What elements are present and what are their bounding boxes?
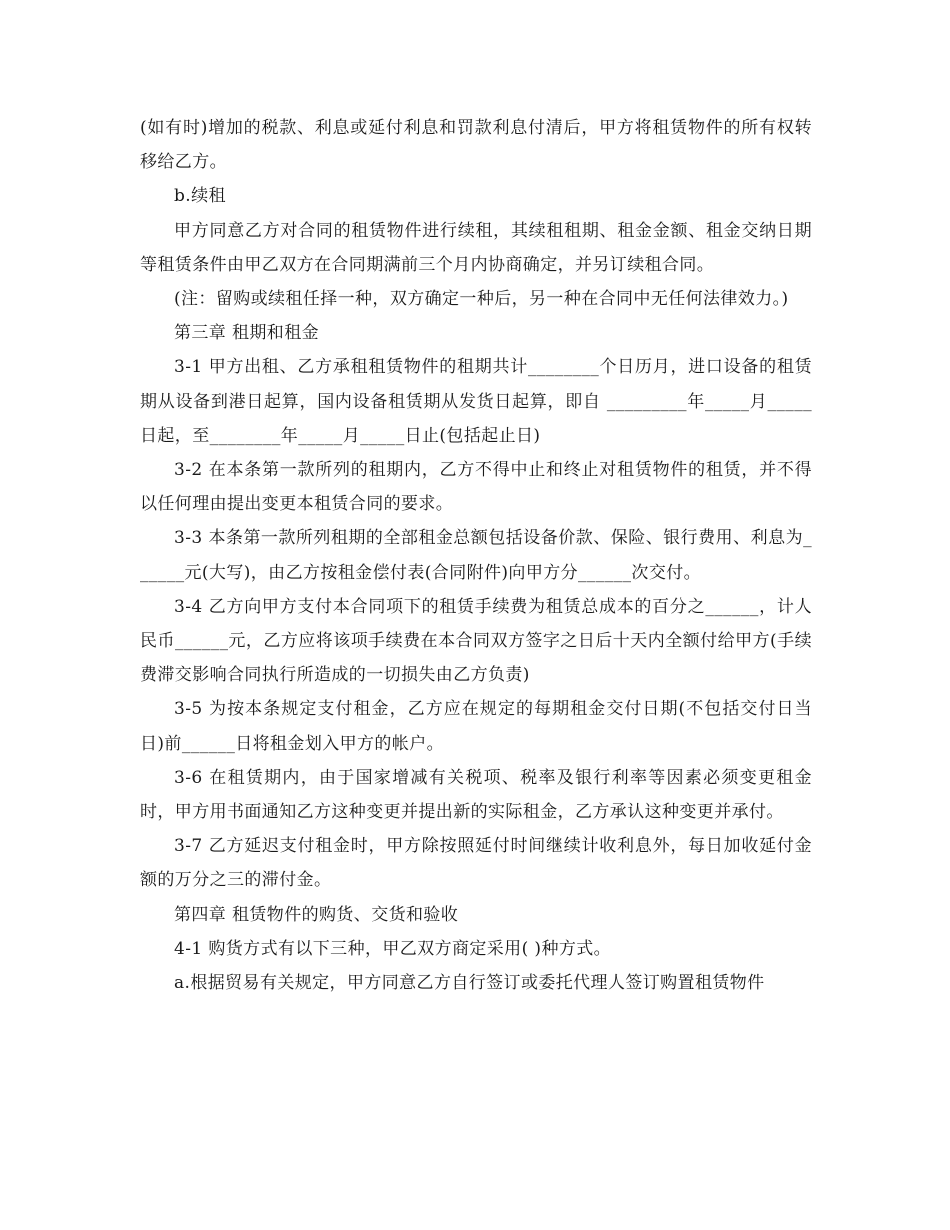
clause-4-1-a: a.根据贸易有关规定，甲方同意乙方自行签订或委托代理人签订购置租赁物件 [174, 973, 765, 994]
heading-chapter-3: 第三章 租期和租金 [174, 323, 320, 344]
paragraph-ownership-transfer: (如有时)增加的税款、利息或延付利息和罚款利息付清后，甲方将租赁物件的所有权转移给乙方。 [140, 118, 812, 173]
clause-4-1: 4-1 购货方式有以下三种，甲乙双方商定采用( )种方式。 [174, 938, 612, 959]
clause-3-4: 3-4 乙方向甲方支付本合同项下的租赁手续费为租赁总成本的百分之______，计人民币______元，乙方应将该项手续费在本合同双方签字之日后十天内全额付给甲方(手续费滞交影响合同执行所造成的一切损失由乙方负责) [140, 596, 812, 686]
paragraph-note: (注：留购或续租任择一种，双方确定一种后，另一种在合同中无任何法律效力。) [174, 289, 789, 310]
document-page [140, 111, 812, 1000]
heading-renewal: b.续租 [174, 186, 226, 207]
clause-3-2: 3-2 在本条第一款所列的租期内，乙方不得中止和终止对租赁物件的租赁，并不得以任何理由提出变更本租赁合同的要求。 [140, 460, 812, 515]
paragraph-renewal-terms: 甲方同意乙方对合同的租赁物件进行续租，其续租租期、租金金额、租金交纳日期等租赁条件由甲乙双方在合同期满前三个月内协商确定，并另订续租合同。 [140, 220, 812, 275]
clause-3-1: 3-1 甲方出租、乙方承租租赁物件的租期共计________个日历月，进口设备的租赁期从设备到港日起算，国内设备租赁期从发货日起算，即自 _________年_____月_____日起，至________年_____月_____日止(包括起止日) [140, 357, 812, 446]
clause-3-5: 3-5 为按本条规定支付租金，乙方应在规定的每期租金交付日期(不包括交付日当日)前______日将租金划入甲方的帐户。 [140, 699, 812, 754]
heading-chapter-4: 第四章 租赁物件的购货、交货和验收 [174, 904, 459, 925]
clause-3-7: 3-7 乙方延迟支付租金时，甲方除按照延付时间继续计收利息外，每日加收延付金额的万分之三的滞付金。 [140, 836, 812, 891]
clause-3-6: 3-6 在租赁期内，由于国家增减有关税项、税率及银行利率等因素必须变更租金时，甲方用书面通知乙方这种变更并提出新的实际租金，乙方承认这种变更并承付。 [140, 767, 812, 823]
clause-3-3: 3-3 本条第一款所列租期的全部租金总额包括设备价款、保险、银行费用、利息为______元(大写)，由乙方按租金偿付表(合同附件)向甲方分______次交付。 [140, 528, 812, 583]
